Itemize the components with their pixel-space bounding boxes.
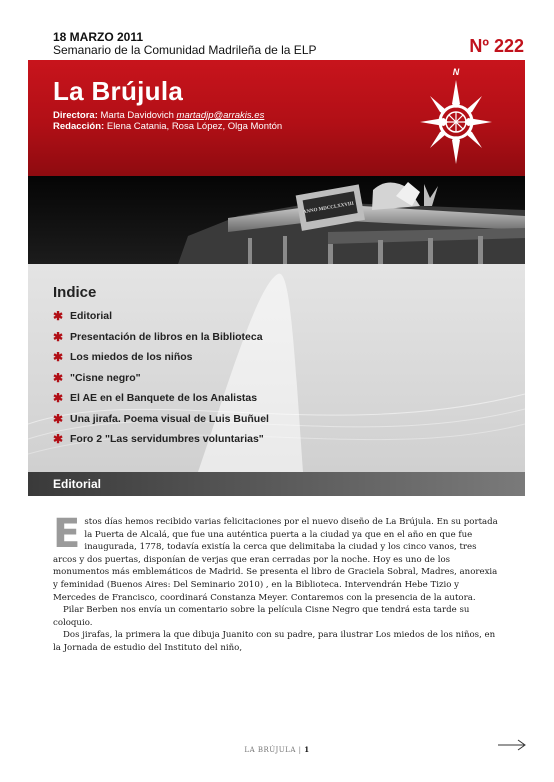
issue-date: 18 MARZO 2011 bbox=[53, 30, 144, 44]
asterisk-bullet-icon: ✱ bbox=[53, 370, 64, 385]
redaccion-names: Elena Catania, Rosa López, Olga Montón bbox=[104, 121, 283, 132]
asterisk-bullet-icon: ✱ bbox=[53, 309, 64, 324]
redaccion-label: Redacción: bbox=[53, 121, 105, 132]
drop-cap: E bbox=[53, 511, 81, 557]
index-heading: Indice bbox=[53, 284, 97, 301]
director-email-link[interactable]: martadjp@arrakis.es bbox=[176, 110, 265, 121]
compass-north-letter: N bbox=[452, 67, 460, 77]
asterisk-bullet-icon: ✱ bbox=[53, 391, 64, 406]
article-paragraph-1 bbox=[53, 511, 500, 604]
issue-number: Nº 222 bbox=[469, 36, 524, 56]
index-item-label: "Cisne negro" bbox=[70, 371, 141, 384]
index-list bbox=[53, 306, 269, 450]
index-item-editorial[interactable] bbox=[53, 306, 269, 327]
index-item-presentacion-libros[interactable] bbox=[53, 327, 269, 348]
editorial-article bbox=[53, 511, 500, 655]
director-line bbox=[53, 110, 264, 121]
index-item-label: El AE en el Banquete de los Analistas bbox=[70, 392, 258, 405]
cover-photo-puerta-alcala bbox=[28, 176, 525, 264]
index-item-label: Editorial bbox=[70, 310, 113, 323]
index-item-cisne-negro[interactable] bbox=[53, 368, 269, 389]
index-item-jirafa-poema[interactable] bbox=[53, 409, 269, 430]
asterisk-bullet-icon: ✱ bbox=[53, 329, 64, 344]
masthead-title: La Brújula bbox=[53, 76, 184, 106]
index-item-label: Foro 2 "Las servidumbres voluntarias" bbox=[70, 433, 264, 446]
masthead-banner bbox=[28, 60, 525, 176]
section-header-editorial bbox=[28, 472, 525, 496]
index-item-miedos-ninos[interactable] bbox=[53, 347, 269, 368]
redaccion-line bbox=[53, 121, 282, 132]
index-item-label: Los miedos de los niños bbox=[70, 351, 193, 364]
asterisk-bullet-icon: ✱ bbox=[53, 350, 64, 365]
page-number: 1 bbox=[304, 745, 310, 754]
monument-inscription: ANNO MDCCLXXVIII bbox=[302, 201, 355, 216]
index-item-banquete-analistas[interactable] bbox=[53, 388, 269, 409]
page-footer bbox=[0, 745, 554, 754]
index-item-label: Presentación de libros en la Biblioteca bbox=[70, 330, 263, 343]
footer-label: LA BRÚJULA | bbox=[244, 746, 305, 754]
index-item-foro-2[interactable] bbox=[53, 429, 269, 450]
index-item-label: Una jirafa. Poema visual de Luis Buñuel bbox=[70, 412, 269, 425]
page-header bbox=[0, 0, 554, 58]
director-name: Marta Davidovich bbox=[97, 110, 177, 121]
publication-subtitle: Semanario de la Comunidad Madrileña de la ELP bbox=[53, 43, 317, 57]
section-title: Editorial bbox=[53, 477, 102, 491]
article-paragraph-2: Pilar Berben nos envía un comentario sobre la película Cisne Negro que tendrá esta tarde su coloquio. bbox=[53, 605, 470, 628]
asterisk-bullet-icon: ✱ bbox=[53, 432, 64, 447]
next-page-arrow-icon[interactable] bbox=[497, 738, 527, 752]
director-label: Directora: bbox=[53, 110, 98, 121]
article-paragraph-3: Dos jirafas, la primera la que dibuja Juanito con su padre, para ilustrar Los miedos de los niños, en la Jornada de estudio del Instituto del niño, bbox=[53, 630, 496, 653]
index-panel bbox=[28, 264, 525, 472]
compass-logo-icon bbox=[416, 62, 496, 172]
article-paragraph-1-text: stos días hemos recibido varias felicitaciones por el nuevo diseño de La Brújula. En su portada la Puerta de Alcalá, que fue una auténtica puerta a la ciudad ya que en el año en que fue inaugurada, 1778, todavía existía la cerca que delimitaba la ciudad y los cinco vanos, tres arcos y dos puertas, disponían de verjas que eran cerradas por la noche. Hoy es uno de los monumentos más emblemáticos de Madrid. Se presenta el libro de Graciela Sobral, Madres, anorexia y feminidad (Buenos Aires: Del Seminario 2010) , en la Biblioteca. Intervendrán Hebe Tizio y Mercedes de Francisco, coordinará Constanza Meyer. Contaremos con la presencia de la autora. bbox=[53, 517, 498, 603]
asterisk-bullet-icon: ✱ bbox=[53, 411, 64, 426]
monument-illustration bbox=[28, 176, 525, 264]
